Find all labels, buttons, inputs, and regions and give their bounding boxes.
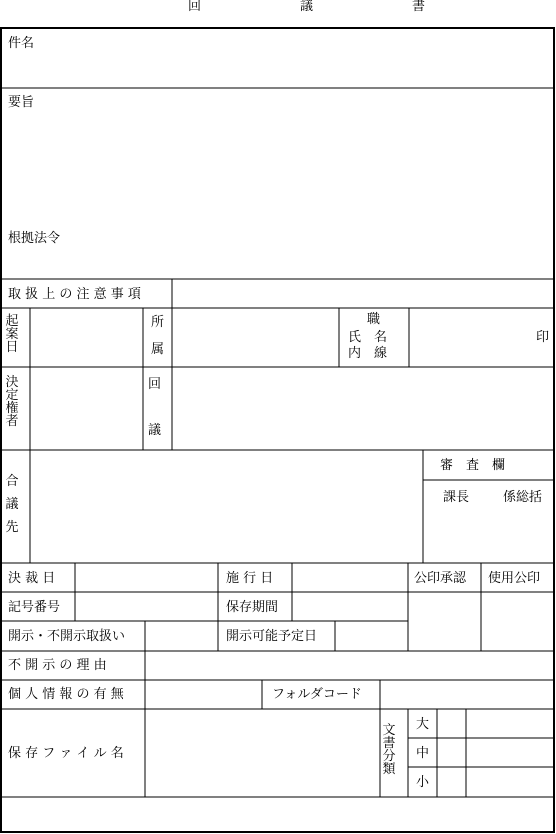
folder-code-label: フォルダコード [272,687,362,702]
document-class-label: 文 書 分 類 [382,723,396,777]
seal-approval-label: 公印承認 [414,571,467,586]
class-small-label: 小 [416,775,430,790]
summary-label: 要旨 [8,95,35,110]
subject-label: 件名 [8,36,35,51]
decision-authority-label: 決 定 権 者 [5,375,19,429]
extension-label: 内 線 [348,346,388,361]
consult-label: 合 議 先 [5,474,19,535]
chief-clerk-label: 係総括 [503,490,543,505]
kaigi-label-1: 回 [148,377,162,392]
personal-info-label: 個 人 情 報 の 有 無 [8,687,124,702]
ketsusai-date-label: 決 裁 日 [8,571,56,586]
symbol-number-label: 記号番号 [8,600,61,615]
affiliation-label-1: 所 [151,315,165,330]
seal-label: 印 [536,330,550,345]
disclosure-handling-label: 開示・不開示取扱い [8,629,126,644]
name-label: 氏 名 [348,330,388,345]
retention-period-label: 保存期間 [226,600,279,615]
enforcement-date-label: 施 行 日 [226,571,274,586]
title-char-1: 回 [188,0,202,14]
affiliation-label-2: 属 [151,342,165,357]
nondisclosure-reason-label: 不 開 示 の 理 由 [8,658,107,673]
official-seal-label: 使用公印 [488,571,541,586]
review-label: 審 査 欄 [440,458,506,473]
title-char-3: 書 [412,0,426,14]
disclosure-date-label: 開示可能予定日 [226,629,318,644]
position-label: 職 [367,312,381,327]
class-large-label: 大 [416,717,430,732]
section-chief-label: 課長 [443,490,470,505]
notes-label: 取 扱 上 の 注 意 事 項 [8,287,141,302]
draft-date-label: 起 案 日 [5,314,19,355]
legal-basis-label: 根拠法令 [8,231,61,246]
kaigi-label-2: 議 [148,423,162,438]
class-medium-label: 中 [416,746,430,761]
file-name-label: 保 存 フ ァ イ ル 名 [8,746,124,761]
title-char-2: 議 [300,0,314,14]
